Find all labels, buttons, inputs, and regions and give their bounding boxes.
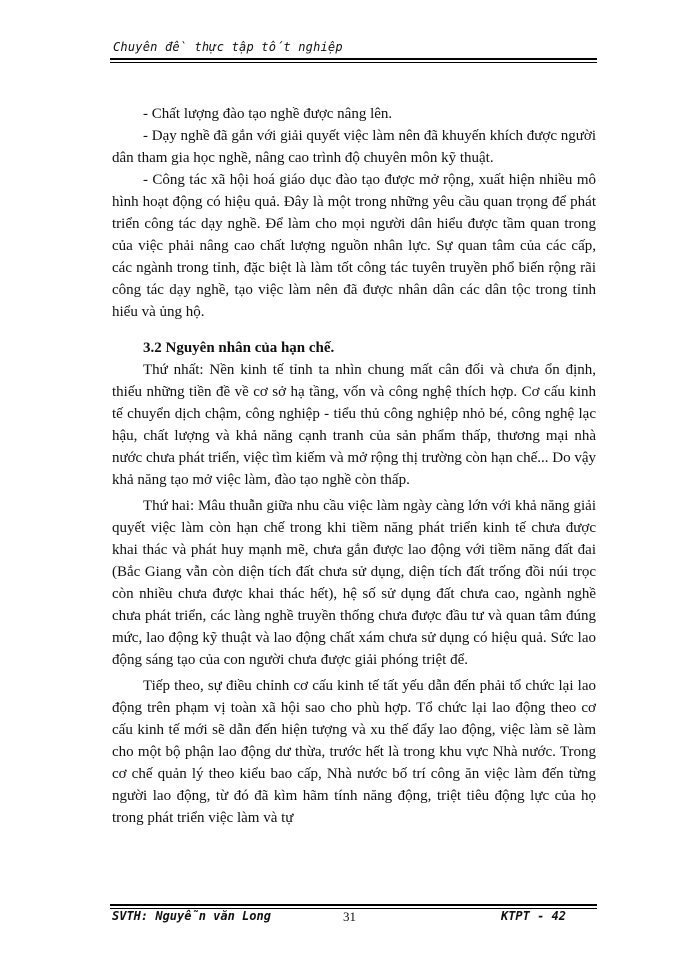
document-body bbox=[112, 103, 596, 829]
page-number: 31 bbox=[343, 909, 356, 924]
header-rule-thin bbox=[110, 62, 597, 63]
paragraph-next-cause: Tiếp theo, sự điều chỉnh cơ cấu kinh tế tất yếu dẫn đến phải tổ chức lại lao động trên phạm vị toàn xã hội sao cho phù hợp. Tổ chức lại lao động theo cơ cấu kinh tế mới sẽ dẫn đến hiện tượng và xu thế đẩy lao động, việc làm sẽ làm cho một bộ phận lao động dư thừa, trước hết là trong khu vực Nhà nước. Trong cơ chế quản lý theo kiểu bao cấp, Nhà nước bố trí công ăn việc làm đến từng người lao động, từ đó đã kìm hãm tính năng động, triệt tiêu động lực của họ trong phát triển việc làm và tự bbox=[112, 678, 596, 826]
paragraph-vocational-jobs: - Dạy nghề đã gắn với giải quyết việc làm nên đã khuyến khích được người dân tham gia học nghề, nâng cao trình độ chuyên môn kỹ thuật. bbox=[112, 128, 596, 166]
header-title: Chuyên đề thực tập tốt nghiệp bbox=[113, 40, 343, 54]
paragraph-first-cause: Thứ nhất: Nền kinh tế tỉnh ta nhìn chung mất cân đối và chưa ổn định, thiếu những tiền đề về cơ sở hạ tầng, vốn và công nghệ thích hợp. Cơ cấu kinh tế chuyển dịch chậm, công nghiệp - tiểu thủ công nghiệp nhỏ bé, công nghệ lạc hậu, chất lượng và khả năng cạnh tranh của sản phẩm thấp, thương mại nhà nước chưa phát triển, việc tìm kiếm và mở rộng thị trường còn hạn chế... Do vậy khả năng tạo mở việc làm, đào tạo nghề còn thấp. bbox=[112, 362, 596, 488]
section-heading: 3.2 Nguyên nhân của hạn chế. bbox=[143, 340, 335, 356]
paragraph-socialization: - Công tác xã hội hoá giáo dục đào tạo được mở rộng, xuất hiện nhiều mô hình hoạt động có hiệu quả. Đây là một trong những yêu cầu quan trọng để phát triển công tác dạy nghề. Để làm cho mọi người dân hiểu được tầm quan trong của việc phải nâng cao chất lượng nguồn nhân lực. Sự quan tâm của các cấp, các ngành trong tỉnh, đặc biệt là làm tốt công tác tuyên truyền phổ biến rộng rãi công tác dạy nghề, tạo việc làm nên đã được nhân dân các dân tộc trong tỉnh hiểu và ủng hộ. bbox=[112, 172, 596, 320]
paragraph-quality: - Chất lượng đào tạo nghề được nâng lên. bbox=[143, 106, 393, 122]
paragraph-second-cause: Thứ hai: Mâu thuẫn giữa nhu cầu việc làm ngày càng lớn với khả năng giải quyết việc làm còn hạn chế trong khi tiềm năng phát triển kinh tế chưa được khai thác và phát huy mạnh mẽ, chưa gắn được lao động với tiềm năng đất đai (Bắc Giang vẫn còn diện tích đất chưa sử dụng, diện tích đất trống đồi núi trọc còn nhiều chưa được khai thác hết), hệ số sử dụng đất chưa cao, ngành nghề chưa phát triển, các làng nghề truyền thống chưa được đầu tư và quan tâm đúng mức, lao động kỹ thuật và lao động chất xám chưa sử dụng có hiệu quả. Sức lao động sáng tạo của con người chưa được giải phóng triệt để. bbox=[112, 498, 596, 668]
footer-bar bbox=[112, 909, 596, 925]
header-rule bbox=[110, 58, 597, 60]
footer-class-code: KTPT - 42 bbox=[500, 909, 566, 923]
footer-author: SVTH: Nguyễn văn Long bbox=[112, 909, 271, 923]
footer-rule bbox=[110, 904, 597, 906]
